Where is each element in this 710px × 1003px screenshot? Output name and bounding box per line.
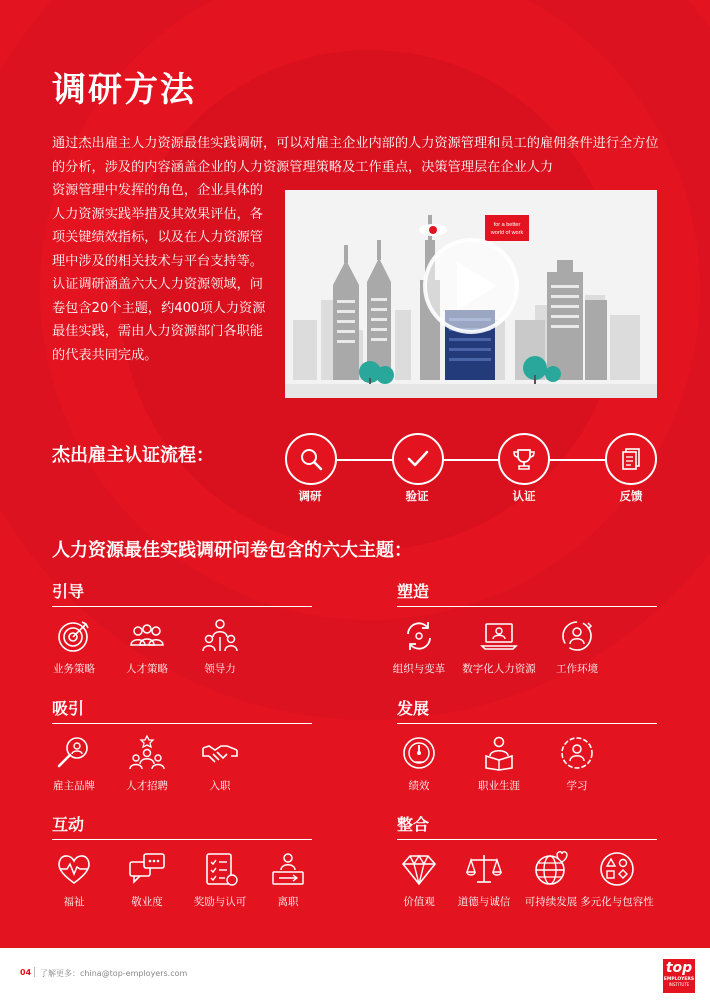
heartbeat-icon — [55, 850, 93, 888]
topic-item — [34, 734, 114, 793]
topic-label: 入职 — [209, 780, 231, 792]
topic-label: 工作环境 — [556, 663, 598, 675]
workplace-icon — [558, 617, 596, 655]
topic-label: 学习 — [566, 780, 588, 792]
topic-item — [537, 734, 617, 793]
process-step-label: 验证 — [405, 489, 429, 503]
page-number: 04 — [20, 968, 32, 977]
topic-label: 数字化人力资源 — [462, 663, 536, 675]
category-shape — [392, 579, 657, 697]
scales-icon — [465, 850, 503, 888]
topic-label: 多元化与包容性 — [580, 896, 654, 908]
cycle-icon — [400, 617, 438, 655]
topic-item — [537, 617, 617, 676]
topic-label: 福祉 — [63, 896, 85, 908]
category-title: 吸引 — [52, 696, 312, 724]
topic-label: 人才招聘 — [126, 780, 168, 792]
sign-text-line2: world of work — [490, 230, 524, 236]
brand-icon — [55, 734, 93, 772]
topic-item — [34, 617, 114, 676]
topic-item — [459, 617, 539, 676]
process-step-survey — [285, 433, 337, 485]
logo-text-institute: INSTITUTE — [668, 982, 690, 987]
topic-label: 人才策略 — [126, 663, 168, 675]
diamond-icon — [400, 850, 438, 888]
checkmark-icon — [405, 446, 431, 472]
topic-label: 组织与变革 — [392, 663, 446, 675]
shapes-icon — [598, 850, 636, 888]
page-footer — [0, 948, 710, 1003]
learning-icon — [558, 734, 596, 772]
leader-icon — [201, 617, 239, 655]
process-step-verify — [392, 433, 444, 485]
laptop-icon — [480, 617, 518, 655]
offboarding-icon — [269, 850, 307, 888]
topic-item — [577, 850, 657, 909]
topic-label: 雇主品牌 — [53, 780, 95, 792]
topic-label: 绩效 — [408, 780, 430, 792]
top-employers-logo — [663, 959, 695, 993]
topics-heading: 人力资源最佳实践调研问卷包含的六大主题： — [52, 540, 412, 561]
globe-heart-icon — [532, 850, 570, 888]
topic-item — [180, 734, 260, 793]
recruit-icon — [128, 734, 166, 772]
process-step-label: 认证 — [512, 489, 536, 503]
logo-text-employers: EMPLOYERS — [663, 977, 695, 982]
topic-item — [180, 617, 260, 676]
video-illustration[interactable] — [285, 190, 657, 398]
topic-label: 领导力 — [204, 663, 236, 675]
process-heading: 杰出雇主认证流程： — [52, 445, 214, 466]
topic-item — [107, 617, 187, 676]
topic-item — [107, 850, 187, 909]
category-title: 引导 — [52, 579, 312, 607]
topic-label: 道德与诚信 — [457, 896, 511, 908]
category-develop — [397, 696, 657, 814]
magnifier-icon — [298, 446, 324, 472]
category-title: 互动 — [52, 812, 312, 840]
category-integrate — [397, 812, 657, 930]
category-title: 塑造 — [397, 579, 657, 607]
handshake-icon — [201, 734, 239, 772]
process-step-feedback — [605, 433, 657, 485]
city-skyline-illustration — [285, 190, 657, 398]
topic-label: 敬业度 — [131, 896, 163, 908]
gauge-icon — [400, 734, 438, 772]
chat-icon — [128, 850, 166, 888]
documents-icon — [618, 446, 644, 472]
topic-item — [379, 617, 459, 676]
target-icon — [55, 617, 93, 655]
category-title: 整合 — [397, 812, 657, 840]
topic-label: 业务策略 — [53, 663, 95, 675]
topic-item — [379, 734, 459, 793]
intro-paragraph: 通过杰出雇主人力资源最佳实践调研，可以对雇主企业内部的人力资源管理和员工的雇佣条件进行全方位的分析，涉及的内容涵盖企业的人力资源管理策略及工作重点，决策管理层在企业人力 — [52, 136, 659, 175]
category-guide — [52, 579, 312, 697]
topic-label: 价值观 — [403, 896, 435, 908]
topic-label: 奖励与认可 — [193, 896, 247, 908]
category-attract — [52, 696, 312, 814]
checklist-icon — [201, 850, 239, 888]
page-title: 调研方法 — [52, 70, 196, 110]
trophy-icon — [511, 446, 537, 472]
process-step-label: 反馈 — [619, 489, 643, 503]
footer-divider — [34, 967, 35, 977]
topic-item — [34, 850, 114, 909]
category-title: 发展 — [397, 696, 657, 724]
category-engage — [52, 812, 312, 930]
topic-label: 可持续发展 — [524, 896, 578, 908]
sign-text-line1: for a better — [493, 222, 521, 228]
people-group-icon — [128, 617, 166, 655]
topic-label: 离职 — [277, 896, 299, 908]
process-step-certify — [498, 433, 550, 485]
process-connector — [318, 459, 636, 461]
topic-item — [459, 734, 539, 793]
topic-item — [248, 850, 328, 909]
logo-text-top: top — [665, 960, 693, 976]
process-step-label: 调研 — [298, 489, 322, 503]
topic-label: 职业生涯 — [478, 780, 520, 792]
reader-icon — [480, 734, 518, 772]
footer-contact[interactable]: 了解更多：china@top-employers.com — [40, 969, 188, 978]
intro-paragraph-side: 资源管理中发挥的角色，企业具体的人力资源实践举措及其效果评估，各项关键绩效指标，以及在人力资源管理中涉及的相关技术与平台支持等。认证调研涵盖六大人力资源领域，问卷包含20个主题，约400项人力资源最佳实践，需由人力资源部门各职能的代表共同完成。 — [52, 183, 266, 363]
topic-item — [107, 734, 187, 793]
